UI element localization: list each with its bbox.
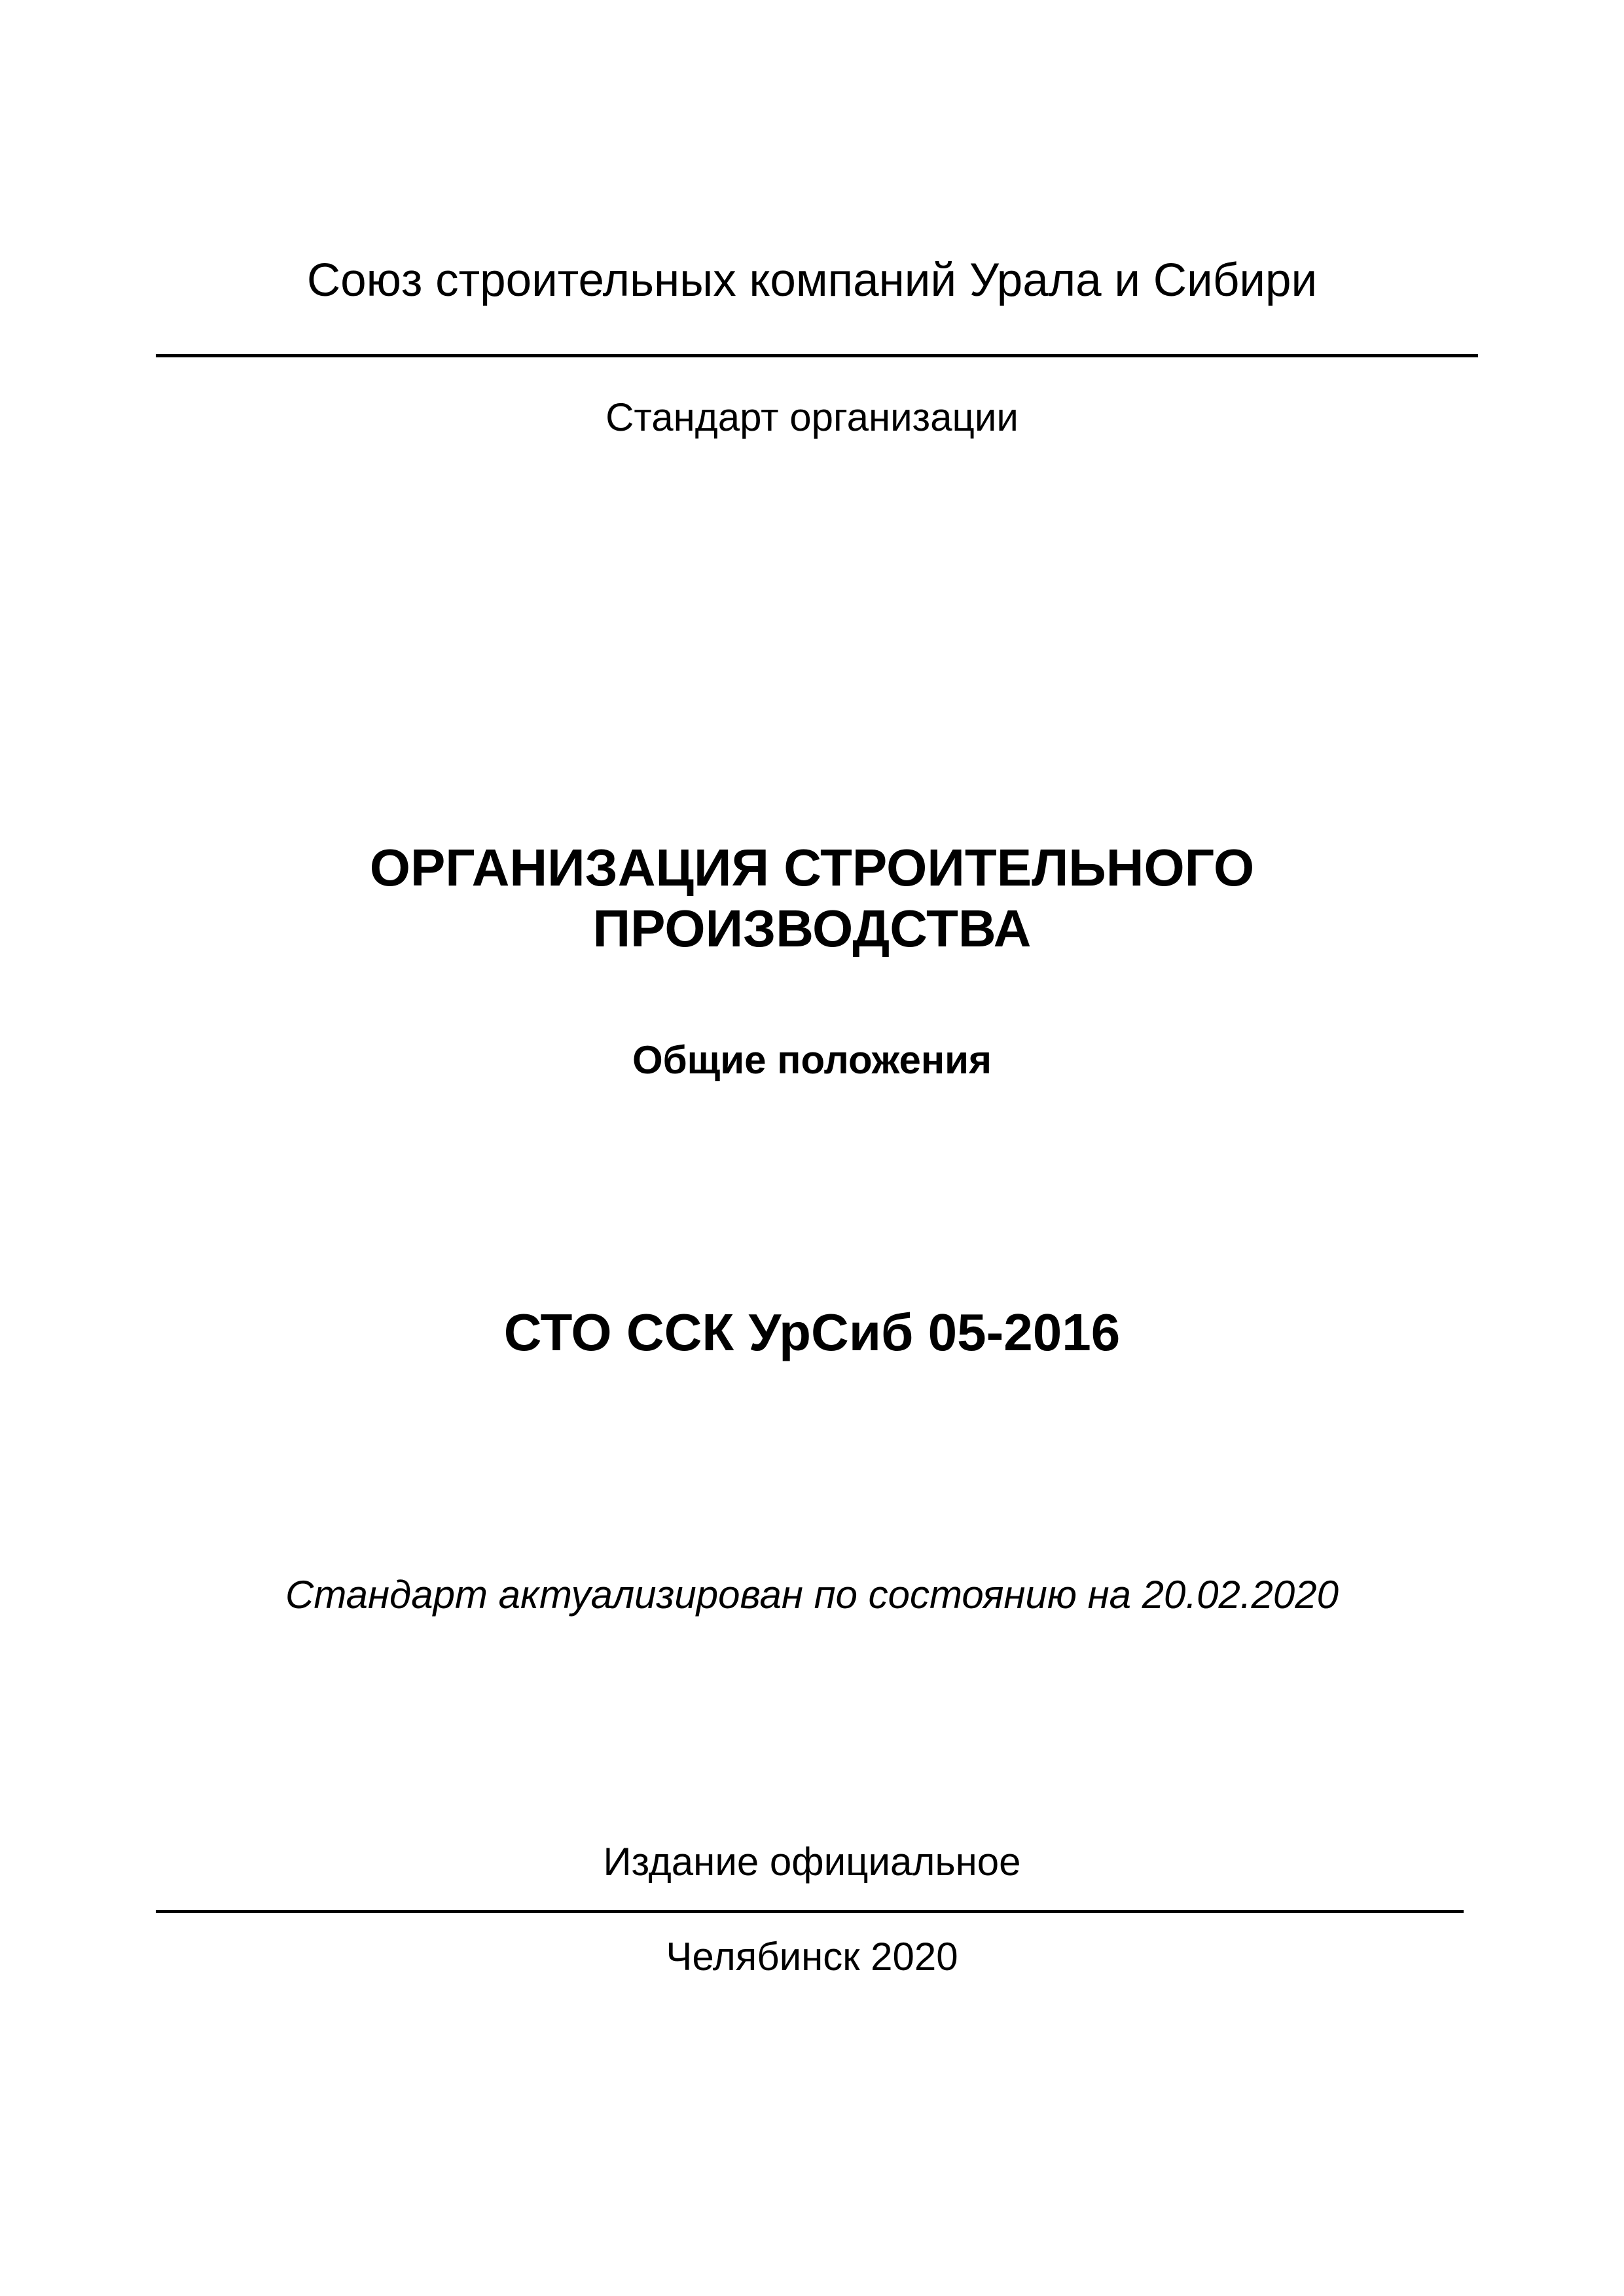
standard-type: Стандарт организации bbox=[605, 395, 1019, 439]
place-and-year: Челябинск 2020 bbox=[666, 1935, 958, 1979]
document-title-line-1: ОРГАНИЗАЦИЯ СТРОИТЕЛЬНОГО bbox=[369, 838, 1255, 897]
update-note: Стандарт актуализирован по состоянию на 20.02.2020 bbox=[285, 1573, 1339, 1617]
document-title-line-2: ПРОИЗВОДСТВА bbox=[592, 899, 1032, 958]
edition-label: Издание официальное bbox=[603, 1840, 1021, 1884]
top-divider bbox=[156, 354, 1478, 357]
document-subtitle: Общие положения bbox=[632, 1038, 992, 1082]
standard-code: СТО ССК УрСиб 05-2016 bbox=[503, 1303, 1121, 1361]
organization-name: Союз строительных компаний Урала и Сибири bbox=[306, 255, 1318, 306]
bottom-divider bbox=[156, 1910, 1464, 1913]
